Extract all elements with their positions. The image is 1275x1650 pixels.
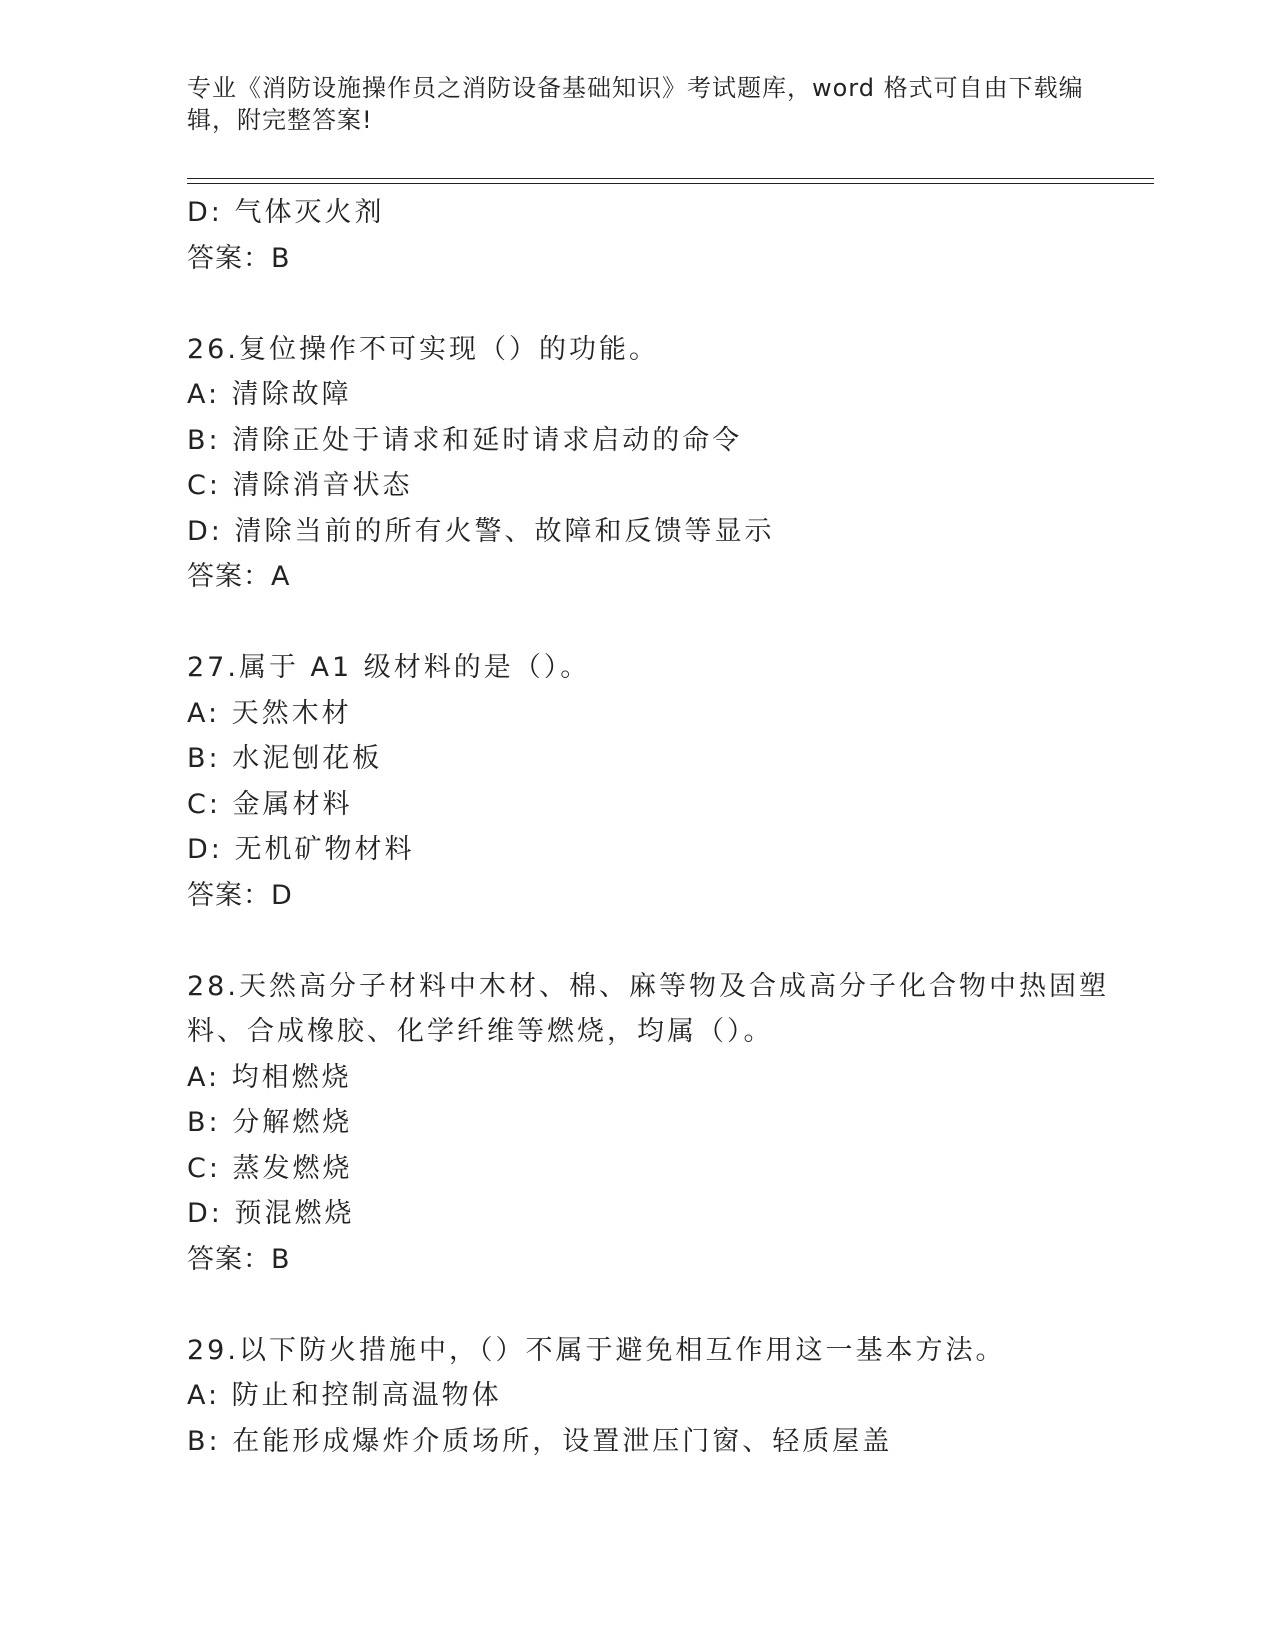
option-a: A: 防止和控制高温物体 — [187, 1380, 502, 1411]
option-b: B: 清除正处于请求和延时请求启动的命令 — [187, 424, 743, 456]
header-line-2: 辑，附完整答案! — [187, 106, 373, 134]
question-stem: 26.复位操作不可实现（）的功能。 — [187, 333, 659, 365]
question-stem: 27.属于 A1 级材料的是（）。 — [187, 652, 591, 683]
header-divider-bottom — [187, 183, 1154, 184]
option-a: A: 清除故障 — [187, 379, 352, 410]
option-c: C: 蒸发燃烧 — [187, 1152, 353, 1184]
document-header — [187, 72, 1087, 136]
question-stem-line-1: 28.天然高分子材料中木材、棉、麻等物及合成高分子化合物中热固塑 — [187, 970, 1109, 1002]
answer-line: 答案：A — [187, 561, 291, 592]
option-a: A: 天然木材 — [187, 697, 352, 729]
question-stem: 29.以下防火措施中，（）不属于避免相互作用这一基本方法。 — [187, 1334, 1006, 1366]
option-c: C: 金属材料 — [187, 788, 353, 820]
question-block-25 — [187, 190, 1147, 281]
answer-line: 答案：D — [187, 879, 293, 911]
option-a: A: 均相燃烧 — [187, 1061, 352, 1093]
option-d: D: 无机矿物材料 — [187, 834, 415, 865]
option-d: D: 气体灭火剂 — [187, 197, 385, 228]
header-divider-top — [187, 178, 1154, 179]
question-block-29 — [187, 1328, 1147, 1465]
answer-line: 答案：B — [187, 242, 291, 274]
question-block-26 — [187, 327, 1147, 600]
option-c: C: 清除消音状态 — [187, 470, 413, 501]
question-stem-line-2: 料、合成橡胶、化学纤维等燃烧，均属（）。 — [187, 1016, 774, 1047]
header-line-1: 专业《消防设施操作员之消防设备基础知识》考试题库，word 格式可自由下载编 — [187, 74, 1084, 102]
question-block-28 — [187, 964, 1147, 1283]
option-b: B: 在能形成爆炸介质场所，设置泄压门窗、轻质屋盖 — [187, 1425, 893, 1457]
answer-line: 答案：B — [187, 1243, 291, 1275]
option-d: D: 清除当前的所有火警、故障和反馈等显示 — [187, 515, 775, 547]
question-block-27 — [187, 645, 1147, 918]
option-b: B: 水泥刨花板 — [187, 743, 383, 774]
question-list — [187, 190, 1147, 1464]
option-d: D: 预混燃烧 — [187, 1198, 355, 1229]
option-b: B: 分解燃烧 — [187, 1107, 353, 1138]
